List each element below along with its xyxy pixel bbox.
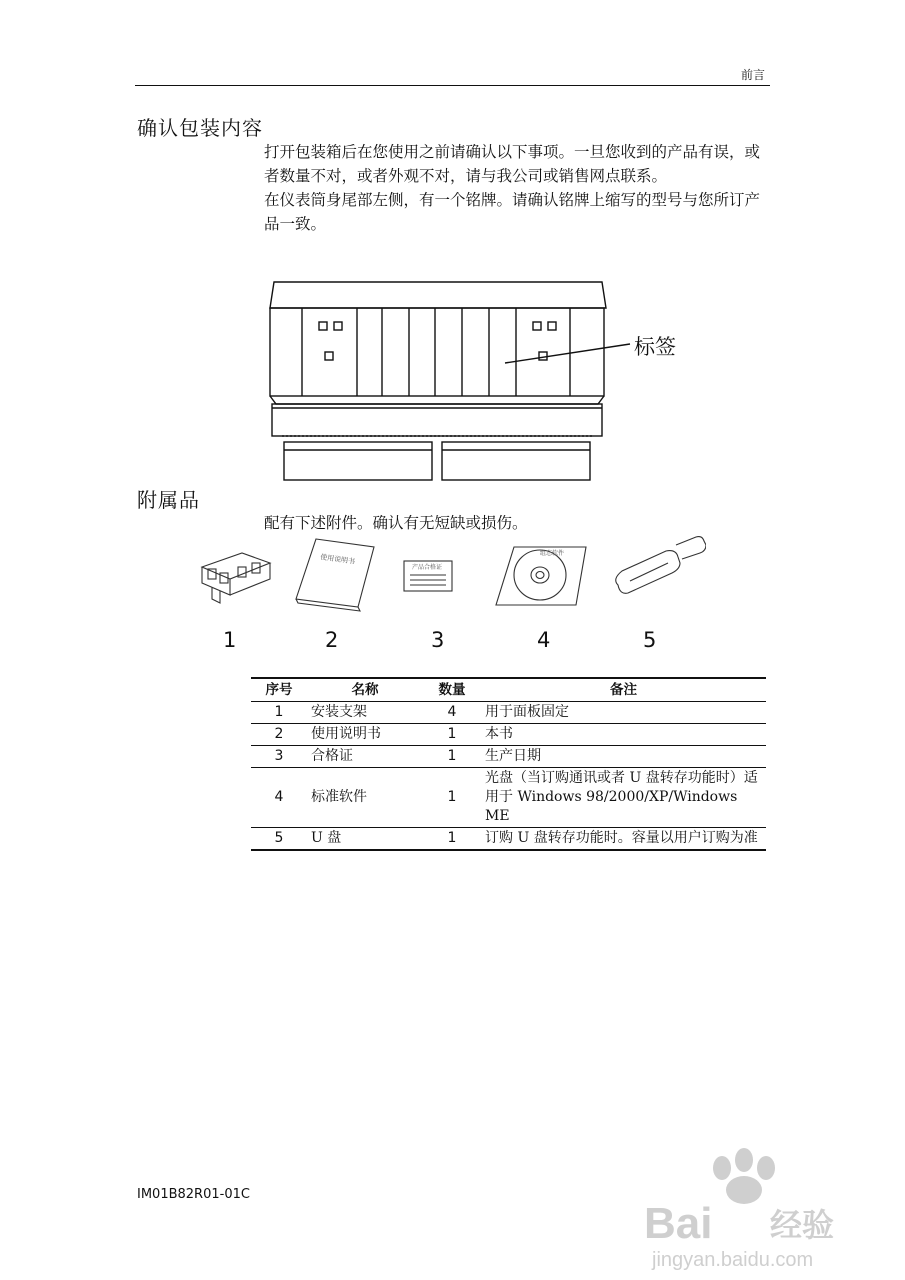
accessory-number-5: 5	[643, 628, 657, 652]
cell-no: 1	[251, 702, 307, 724]
cell-note: 本书	[481, 724, 766, 746]
software-cd-illustration	[496, 547, 586, 605]
table-row	[251, 724, 766, 746]
accessories-table	[251, 677, 766, 851]
accessories-illustration	[198, 535, 706, 655]
figure-label-tag: 标签	[634, 335, 676, 359]
table-row	[251, 828, 766, 851]
cell-note: 用于面板固定	[481, 702, 766, 724]
col-header-note: 备注	[481, 678, 766, 702]
header-section-label: 前言	[741, 68, 766, 82]
section-title-package: 确认包装内容	[137, 116, 263, 140]
cell-no: 2	[251, 724, 307, 746]
cell-name: 标准软件	[307, 768, 423, 828]
watermark-brand: Bai	[644, 1199, 713, 1248]
usb-drive-illustration	[616, 537, 706, 594]
col-header-no: 序号	[251, 678, 307, 702]
col-header-qty: 数量	[423, 678, 481, 702]
package-paragraph-1: 打开包装箱后在您使用之前请确认以下事项。一旦您收到的产品有误，或者数量不对，或者外观不对，请与我公司或销售网点联系。	[264, 143, 761, 185]
cert-card-text: 产品合格证	[412, 564, 443, 571]
table-row	[251, 768, 766, 828]
footer-doc-code: IM01B82R01-01C	[137, 1187, 250, 1202]
accessory-number-1: 1	[223, 628, 237, 652]
cell-qty: 1	[423, 768, 481, 828]
package-paragraphs	[264, 140, 772, 236]
cell-name: U 盘	[307, 828, 423, 851]
cell-name: 安装支架	[307, 702, 423, 724]
accessory-number-3: 3	[431, 628, 445, 652]
cd-text: 组态软件	[540, 550, 565, 557]
manual-cover-text: 使用说明书	[319, 553, 356, 566]
cell-qty: 4	[423, 702, 481, 724]
header-divider	[135, 85, 770, 86]
instrument-rear-diagram	[262, 280, 712, 490]
cell-note: 光盘（当订购通讯或者 U 盘转存功能时）适用于 Windows 98/2000/XP/Windows ME	[481, 768, 766, 828]
cell-no: 3	[251, 746, 307, 768]
watermark-url: jingyan.baidu.com	[652, 1249, 814, 1271]
table-header-row	[251, 678, 766, 702]
cell-qty: 1	[423, 746, 481, 768]
cell-name: 合格证	[307, 746, 423, 768]
cell-qty: 1	[423, 828, 481, 851]
accessory-number-4: 4	[537, 628, 551, 652]
cell-qty: 1	[423, 724, 481, 746]
cell-note: 订购 U 盘转存功能时。容量以用户订购为准	[481, 828, 766, 851]
cell-name: 使用说明书	[307, 724, 423, 746]
cell-note: 生产日期	[481, 746, 766, 768]
section-title-accessories: 附属品	[137, 488, 200, 512]
paw-icon	[713, 1148, 775, 1204]
cell-no: 4	[251, 768, 307, 828]
table-row	[251, 702, 766, 724]
mounting-bracket-illustration	[202, 553, 270, 603]
baidu-jingyan-watermark	[622, 1138, 872, 1278]
manual-book-illustration	[296, 539, 374, 611]
accessory-number-2: 2	[325, 628, 339, 652]
certificate-card-illustration	[404, 561, 452, 591]
table-row	[251, 746, 766, 768]
col-header-name: 名称	[307, 678, 423, 702]
accessories-intro: 配有下述附件。确认有无短缺或损伤。	[264, 514, 528, 532]
cell-no: 5	[251, 828, 307, 851]
package-paragraph-2: 在仪表筒身尾部左侧，有一个铭牌。请确认铭牌上缩写的型号与您所订产品一致。	[264, 191, 761, 233]
watermark-brand-cn: 经验	[770, 1206, 835, 1244]
